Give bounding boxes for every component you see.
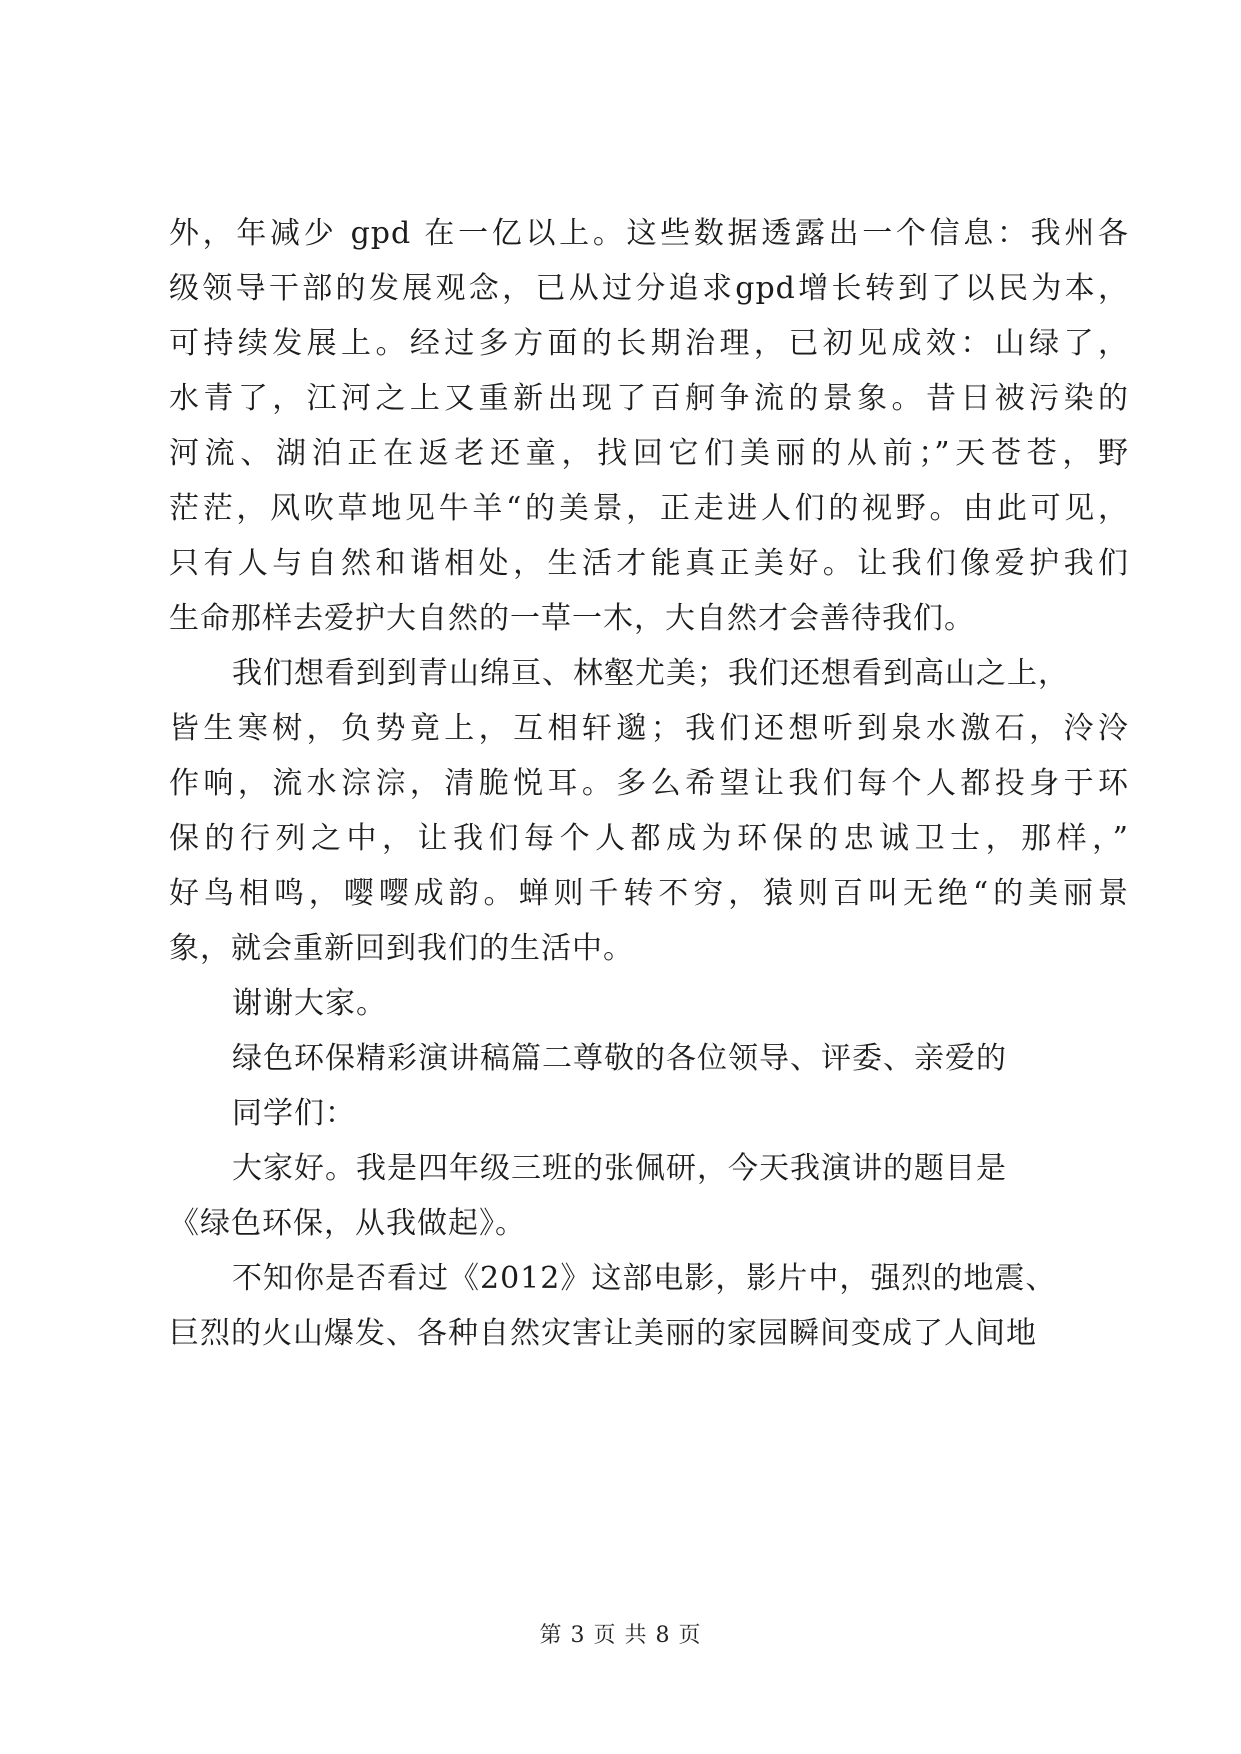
body-line-1: 外，年减少 gpd 在一亿以上。这些数据透露出一个信息：我州各: [169, 216, 1129, 251]
body-line-14: 象，就会重新回到我们的生活中。: [169, 931, 634, 966]
body-line-12: 保的行列之中，让我们每个人都成为环保的忠诚卫士，那样，”: [169, 821, 1129, 856]
body-line-17: 同学们：: [232, 1096, 356, 1131]
body-line-18: 大家好。我是四年级三班的张佩研，今天我演讲的题目是: [232, 1151, 1007, 1186]
body-line-21: 巨烈的火山爆发、各种自然灾害让美丽的家园瞬间变成了人间地: [169, 1316, 1037, 1351]
body-line-3: 可持续发展上。经过多方面的长期治理，已初见成效：山绿了，: [169, 326, 1129, 361]
body-line-19: 《绿色环保，从我做起》。: [169, 1206, 526, 1241]
body-line-11: 作响，流水淙淙，清脆悦耳。多么希望让我们每个人都投身于环: [169, 766, 1129, 801]
body-line-9: 我们想看到到青山绵亘、林壑尤美；我们还想看到高山之上，: [232, 656, 1069, 691]
body-line-10: 皆生寒树，负势竟上，互相轩邈；我们还想听到泉水激石，泠泠: [169, 711, 1129, 746]
body-line-6: 茫茫，风吹草地见牛羊“的美景，正走进人们的视野。由此可见，: [169, 491, 1129, 526]
body-line-2: 级领导干部的发展观念，已从过分追求gpd增长转到了以民为本，: [169, 271, 1129, 306]
body-line-7: 只有人与自然和谐相处，生活才能真正美好。让我们像爱护我们: [169, 546, 1129, 581]
body-line-4: 水青了，江河之上又重新出现了百舸争流的景象。昔日被污染的: [169, 381, 1129, 416]
page-number-footer: 第 3 页 共 8 页: [539, 1623, 702, 1648]
body-line-5: 河流、湖泊正在返老还童，找回它们美丽的从前；”天苍苍，野: [169, 436, 1129, 471]
body-line-15: 谢谢大家。: [232, 986, 387, 1021]
body-line-13: 好鸟相鸣，嘤嘤成韵。蝉则千转不穷，猿则百叫无绝“的美丽景: [169, 876, 1129, 911]
body-line-8: 生命那样去爱护大自然的一草一木，大自然才会善待我们。: [169, 601, 975, 636]
body-line-20: 不知你是否看过《2012》这部电影，影片中，强烈的地震、: [232, 1261, 1057, 1296]
body-line-16: 绿色环保精彩演讲稿篇二尊敬的各位领导、评委、亲爱的: [232, 1041, 1007, 1076]
